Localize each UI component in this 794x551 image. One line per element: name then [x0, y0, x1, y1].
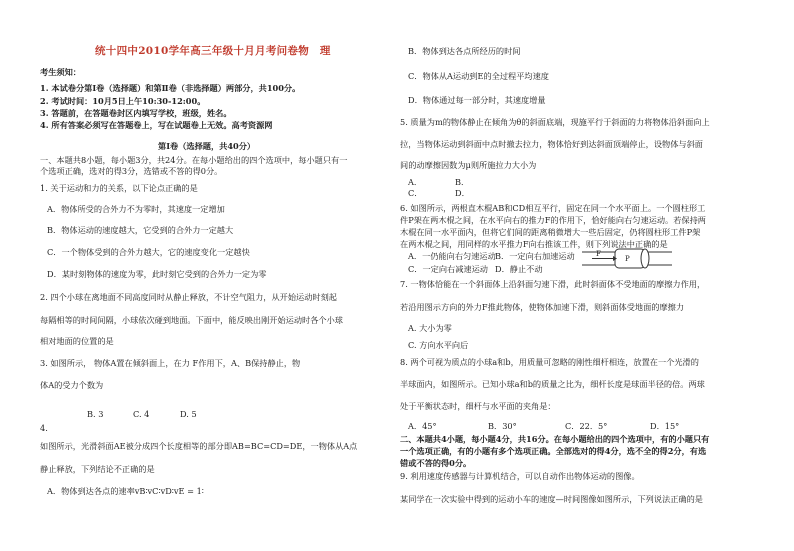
q6-option-a: A．一仍能向右匀速运动 [408, 251, 496, 261]
q9-line: 某同学在一次实验中得到的运动小车的速度—时间图像如图所示，下列说法正确的是 [400, 494, 703, 504]
q6-option-d: D．静止不动 [495, 264, 543, 274]
q4-line: 静止释放，下列结论不正确的是 [40, 464, 155, 474]
q4-number: 4. [40, 423, 48, 433]
q1-stem: 1. 关于运动和力的关系，以下论点正确的是 [40, 183, 198, 193]
q6-option-c: C．一定向右减速运动 [408, 264, 488, 274]
q8-line: 8. 两个可视为质点的小球a和b，用质量可忽略的刚性细杆相连，放置在一个光滑的 [400, 357, 699, 367]
q4-line: 如图所示，光滑斜面AE被分成四个长度相等的部分即AB=BC=CD=DE，一物体从A点 [40, 441, 358, 451]
q7-option-c: C. 方向水平向后 [408, 340, 469, 350]
q4-option-d: D．物体通过每一部分时，其速度增量 [408, 95, 546, 105]
q5-line: 间的动摩擦因数为μ则所施拉力大小为 [400, 160, 537, 170]
notice-item: 2. 考试时间：10月5日上午10:30-12:00。 [40, 96, 206, 106]
q6-line: 件P架在两木棍之间，在水平向右的推力F的作用下，恰好能向右匀速运动。若保持两 [400, 215, 706, 225]
page-title: 统十四中2010学年高三年级十月月考问卷物 理 [95, 45, 331, 57]
q3-option-d: D. 5 [180, 409, 197, 419]
q6-figure [580, 243, 675, 273]
notice-item: 3. 答题前，在答题卷封区内填写学校，班级，姓名。 [40, 108, 232, 118]
section1-intro: 一、本题共8小题，每小题3分，共24分。在每小题给出的四个选项中，每小题只有一 [40, 155, 348, 165]
notice-heading: 考生须知： [40, 67, 81, 77]
q1-option-c: C．一个物体受到的合外力越大，它的速度变化一定越快 [47, 247, 250, 257]
q1-option-d: D．某时刻物体的速度为零，此时刻它受到的合外力一定为零 [47, 269, 267, 279]
q5-option-b: B． [455, 177, 470, 187]
q3-line: 3. 如图所示， 物体A置在倾斜面上，在力 F作用下，A、B保持静止，物 [40, 358, 301, 368]
q1-option-b: B．物体运动的速度越大，它受到的合外力一定越大 [47, 225, 234, 235]
notice-item: 4. 所有答案必须写在答题卷上，写在试题卷上无效。高考资源网 [40, 120, 273, 130]
q5-line: 5. 质量为m的物体静止在倾角为θ的斜面底端，现施平行于斜面的力将物体沿斜面向上 [400, 117, 710, 127]
q4-option-a: A．物体到达各点的速率vB∶vC∶vD∶vE = 1∶ [47, 486, 204, 496]
q5-option-c: C． [408, 188, 423, 198]
q9-stem: 9. 利用速度传感器与计算机结合，可以自动作出物体运动的图像。 [400, 471, 640, 481]
section1-heading: 第Ⅰ卷（选择题，共40分） [158, 141, 256, 151]
section2-intro: 一个选项正确，有的小题有多个选项正确。全部选对的得4分，选不全的得2分，有选 [400, 446, 707, 456]
q4-option-b: B．物体到达各点所经历的时间 [408, 46, 521, 56]
q4-option-c: C．物体从A运动到E的全过程平均速度 [408, 71, 549, 81]
q6-label-f: F [596, 250, 601, 258]
q5-line: 拉，当物体运动到斜面中点时撤去拉力，物体恰好到达斜面顶端停止，设物体与斜面 [400, 139, 703, 149]
q2-line: 2. 四个小球在离地面不同高度同时从静止释放，不计空气阻力，从开始运动时刻起 [40, 292, 337, 302]
q3-line: 体A的受力个数为 [40, 380, 104, 390]
q2-line: 相对地面的位置的是 [40, 336, 114, 346]
q5-option-a: A． [408, 177, 423, 187]
q8-line: 处于平衡状态时，细杆与水平面的夹角是： [400, 401, 556, 411]
section2-intro: 二、本题共4小题，每小题4分，共16分。在每小题给出的四个选项中，有的小题只有 [400, 434, 710, 444]
q8-option-b: B．30° [488, 421, 517, 431]
section2-intro: 错或不答的得0分。 [400, 458, 472, 468]
q2-line: 每隔相等的时间间隔，小球依次碰到地面。下面中，能反映出刚开始运动时各个小球 [40, 315, 343, 325]
q7-line: 若沿用图示方向的外力F推此物体，使物体加速下滑，则斜面体受地面的摩擦力 [400, 302, 685, 312]
q6-option-b: B．一定向右加速运动 [495, 251, 575, 261]
q5-option-d: D． [455, 188, 470, 198]
q8-option-a: A．45° [408, 421, 437, 431]
q3-option-b: B. 3 [87, 409, 104, 419]
q7-option-a: A. 大小为零 [408, 323, 452, 333]
section1-intro: 个选项正确，选对的得3分，选错或不答的得0分。 [40, 166, 223, 176]
q6-line: 6. 如图所示，两根直木棍AB和CD相互平行，固定在同一个水平面上。一个圆柱形工 [400, 203, 706, 213]
q1-option-a: A．物体所受的合外力不为零时，其速度一定增加 [47, 204, 225, 214]
q8-option-d: D．15° [650, 421, 680, 431]
q8-option-c: C．22．5° [565, 421, 608, 431]
q3-option-c: C. 4 [133, 409, 150, 419]
q6-label-p: P [625, 255, 630, 263]
q7-line: 7. 一物体恰能在一个斜面体上沿斜面匀速下滑，此时斜面体不受地面的摩擦力作用， [400, 279, 706, 289]
q6-line: 木棍在同一水平面内，但将它们间的距离稍微增大一些后固定，仍将圆柱形工件P架 [400, 227, 701, 237]
notice-item: 1. 本试卷分第Ⅰ卷（选择题）和第Ⅱ卷（非选择题）两部分，共100分。 [40, 83, 301, 93]
q8-line: 半球面内，如图所示。已知小球a和b的质量之比为，细杆长度是球面半径的倍。两球 [400, 379, 705, 389]
q6-line: 在两木棍之间，用同样的水平推力F向右推该工件，则下列说法中正确的是 [400, 239, 668, 249]
